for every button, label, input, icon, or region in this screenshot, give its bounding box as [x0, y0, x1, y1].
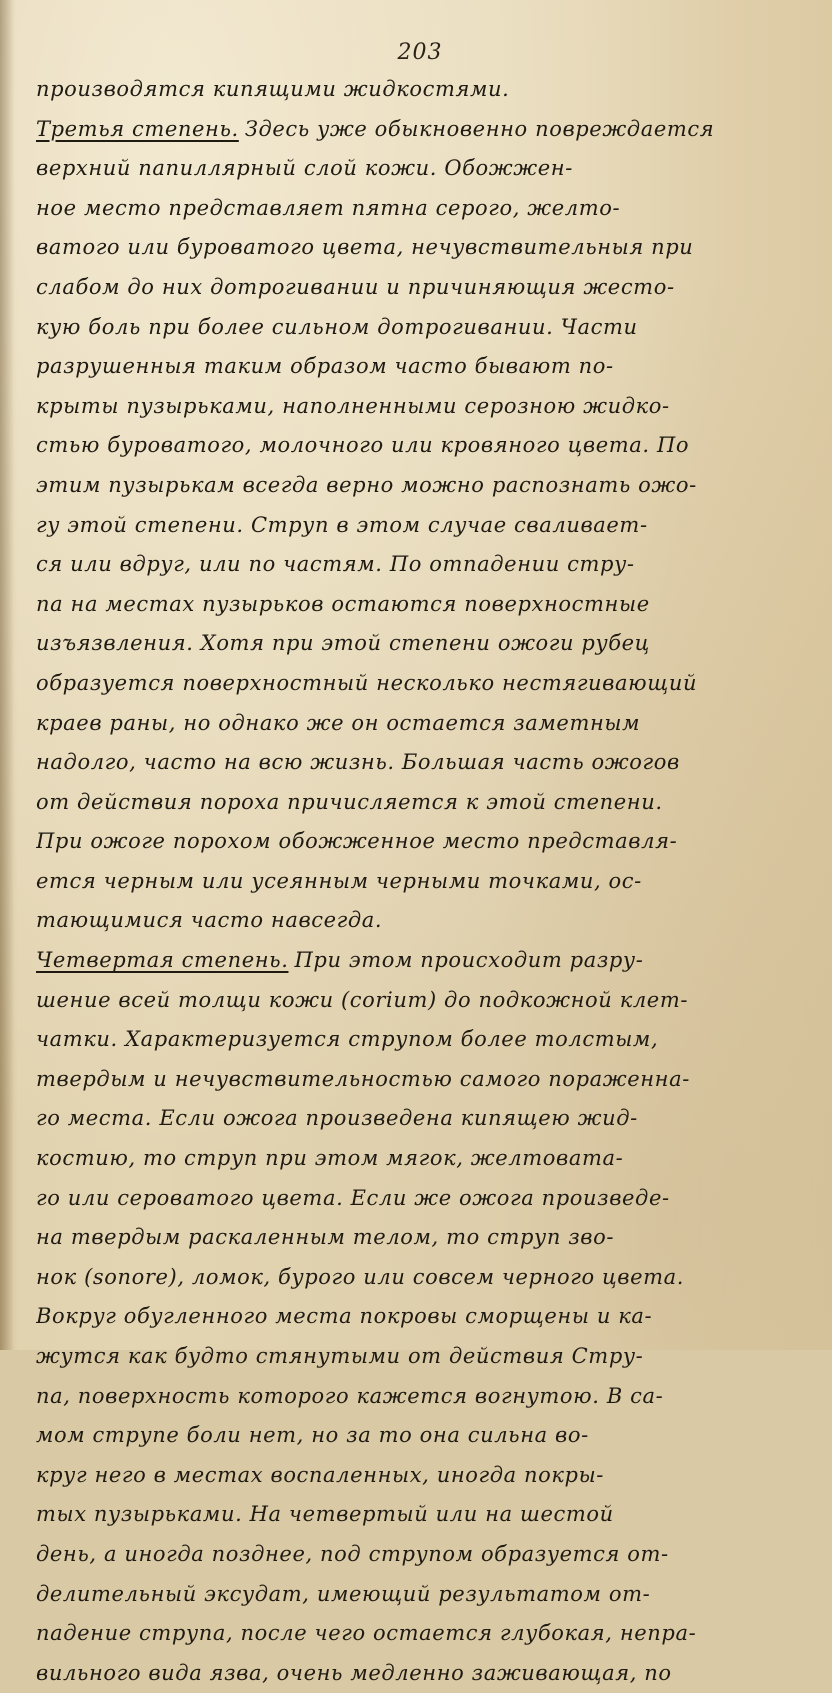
text-line [36, 783, 818, 823]
line-text: Вокруг обугленного места покровы сморщены и ка- [36, 1304, 653, 1329]
line-text: делительный эксудат, имеющий результатом от- [36, 1581, 651, 1606]
line-text: костию, то струп при этом мягок, желтовата- [36, 1146, 624, 1171]
text-line [36, 189, 818, 229]
text-line [36, 426, 818, 466]
line-text: гу этой степени. Струп в этом случае сваливает- [36, 512, 648, 537]
text-line [36, 1535, 818, 1575]
line-text: Здесь уже обыкновенно повреждается [244, 116, 715, 141]
line-text: тых пузырьками. На четвертый или на шестой [36, 1502, 614, 1527]
text-line [36, 308, 818, 348]
line-text: падение струпа, после чего остается глубокая, непра- [36, 1621, 697, 1646]
line-text: образуется поверхностный несколько нестягивающий [36, 670, 698, 695]
text-line [36, 110, 818, 150]
text-line [36, 506, 818, 546]
text-line [36, 624, 818, 664]
line-text: шение всей толщи кожи (corium) до подкожной клет- [36, 987, 689, 1012]
section-heading: Четвертая степень. [36, 948, 289, 973]
line-text: чатки. Характеризуется струпом более толстым, [36, 1027, 659, 1052]
text-line [36, 1337, 818, 1377]
line-text: день, а иногда позднее, под струпом образуется от- [36, 1541, 669, 1566]
text-line [36, 1495, 818, 1535]
text-line [36, 1218, 818, 1258]
line-text: твердым и нечувствительностью самого пораженна- [36, 1066, 690, 1091]
section-heading: Третья степень. [36, 116, 239, 141]
text-line [36, 1456, 818, 1496]
binding-shadow [0, 0, 14, 1350]
line-text: стью буроватого, молочного или кровяного цвета. По [36, 433, 690, 458]
text-line [36, 1614, 818, 1654]
line-text: производятся кипящими жидкостями. [36, 77, 510, 101]
text-line [36, 981, 818, 1021]
line-text: тающимися часто навсегда. [36, 908, 383, 933]
line-text: от действия пороха причисляется к этой степени. [36, 789, 663, 814]
line-text: кую боль при более сильном дотрогивании. Части [36, 314, 638, 339]
text-line [36, 268, 818, 308]
text-line [36, 1377, 818, 1417]
line-text: жутся как будто стянутыми от действия Стру- [36, 1344, 644, 1368]
text-line [36, 228, 818, 268]
text-line [36, 149, 818, 189]
line-text: на твердым раскаленным телом, то струп зво- [36, 1225, 615, 1250]
text-line [36, 1060, 818, 1100]
line-text: мом струпе боли нет, но за то она сильна во- [36, 1423, 589, 1448]
text-line [36, 941, 818, 981]
text-line [36, 545, 818, 585]
text-line [36, 704, 818, 744]
line-text: При этом происходит разру- [294, 948, 644, 973]
text-line [36, 1258, 818, 1298]
text-line [36, 822, 818, 862]
line-text: При ожоге порохом обожженное место представля- [36, 829, 678, 854]
line-text: ное место представляет пятна серого, желто- [36, 195, 621, 220]
text-line [36, 1179, 818, 1219]
line-text: ся или вдруг, или по частям. По отпадении стру- [36, 552, 635, 577]
text-line [36, 466, 818, 506]
line-text: нок (sonore), ломок, бурого или совсем черного цвета. [36, 1264, 685, 1289]
line-text: ватого или буроватого цвета, нечувствительныя при [36, 235, 694, 260]
text-line [36, 347, 818, 387]
handwritten-text-body [36, 70, 818, 1693]
line-text: верхний папиллярный слой кожи. Обожжен- [36, 156, 573, 181]
text-line [36, 1416, 818, 1456]
line-text: круг него в местах воспаленных, иногда покры- [36, 1462, 604, 1487]
line-text: па на местах пузырьков остаются поверхностные [36, 591, 650, 616]
text-line [36, 862, 818, 902]
line-text: го места. Если ожога произведена кипящею жид- [36, 1106, 638, 1131]
text-line [36, 1575, 818, 1615]
text-line [36, 1020, 818, 1060]
line-text: краев раны, но однако же он остается заметным [36, 710, 641, 735]
text-line [36, 1654, 818, 1693]
text-line [36, 664, 818, 704]
text-line [36, 585, 818, 625]
line-text: изъязвления. Хотя при этой степени ожоги рубец [36, 631, 650, 656]
line-text: па, поверхность которого кажется вогнутою. В са- [36, 1383, 664, 1408]
line-text: вильного вида язва, очень медленно заживающая, по [36, 1660, 672, 1685]
line-text: слабом до них дотрогивании и причиняющия жесто- [36, 274, 675, 299]
text-line [36, 1139, 818, 1179]
text-line [36, 743, 818, 783]
line-text: разрушенныя таким образом часто бывают по- [36, 354, 614, 379]
line-text: го или сероватого цвета. Если же ожога произведе- [36, 1185, 670, 1210]
line-text: надолго, часто на всю жизнь. Большая часть ожогов [36, 750, 680, 775]
text-line [36, 1099, 818, 1139]
text-line [36, 1297, 818, 1337]
page-number: 203 [397, 40, 443, 65]
line-text: этим пузырькам всегда верно можно распознать ожо- [36, 472, 697, 497]
text-line [36, 387, 818, 427]
line-text: ется черным или усеянным черными точками, ос- [36, 868, 642, 893]
text-line [36, 901, 818, 941]
line-text: крыты пузырьками, наполненными серозною жидко- [36, 393, 670, 418]
text-line [36, 70, 818, 110]
